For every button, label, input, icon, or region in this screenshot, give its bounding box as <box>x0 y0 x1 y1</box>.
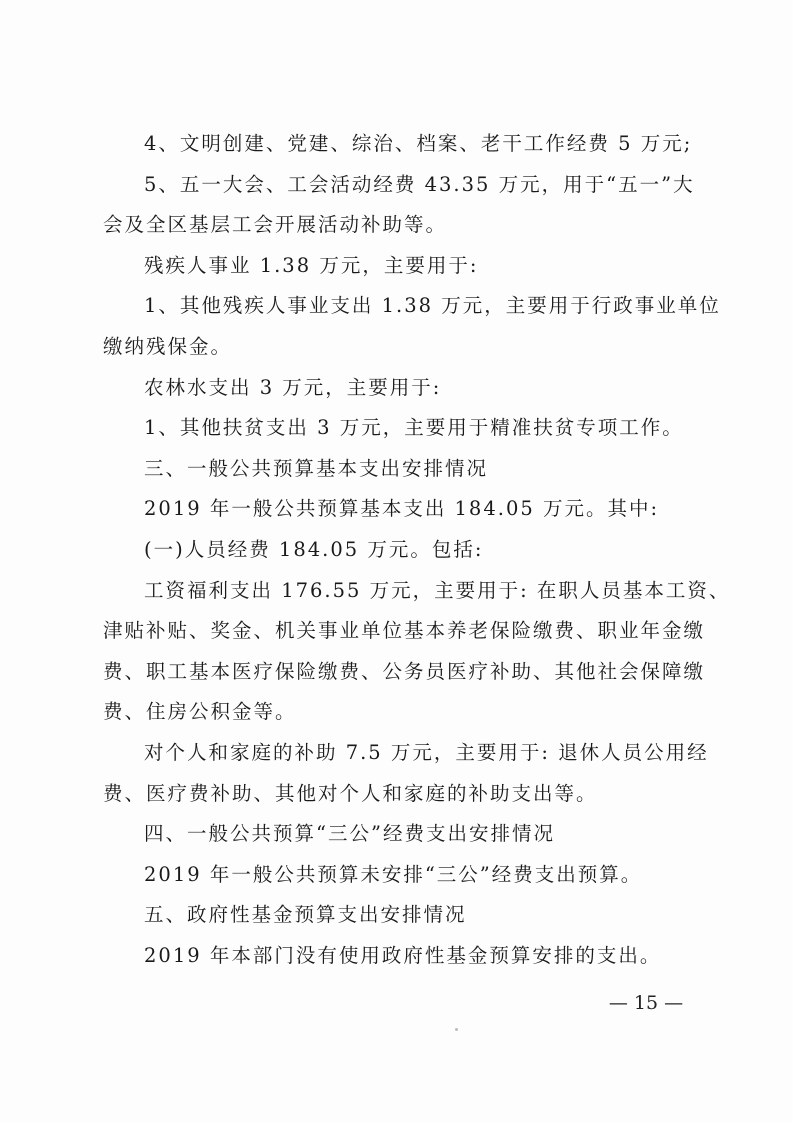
section-heading: 三、一般公共预算基本支出安排情况 <box>144 456 489 480</box>
paragraph-line: 费、医疗费补助、其他对个人和家庭的补助支出等。 <box>103 781 598 805</box>
paragraph-line: 残疾人事业 1.38 万元，主要用于: <box>144 253 479 277</box>
paragraph-line: 4、文明创建、党建、综治、档案、老干工作经费 5 万元; <box>144 132 693 155</box>
paragraph-line: (一)人员经费 184.05 万元。包括: <box>144 537 484 561</box>
paragraph-line: 5、五一大会、工会活动经费 43.35 万元，用于“五一”大 <box>144 172 695 196</box>
paragraph-line: 缴纳残保金。 <box>103 334 233 358</box>
scan-artifact <box>455 1028 458 1031</box>
paragraph-line: 2019 年一般公共预算未安排“三公”经费支出预算。 <box>144 862 643 886</box>
section-heading: 五、政府性基金预算支出安排情况 <box>144 903 467 927</box>
paragraph-line: 1、其他残疾人事业支出 1.38 万元，主要用于行政事业单位 <box>144 294 721 318</box>
section-heading: 四、一般公共预算“三公”经费支出安排情况 <box>144 822 555 846</box>
paragraph-line: 1、其他扶贫支出 3 万元，主要用于精准扶贫专项工作。 <box>144 416 684 440</box>
paragraph-line: 2019 年一般公共预算基本支出 184.05 万元。其中: <box>144 497 660 521</box>
paragraph-line: 工资福利支出 176.55 万元，主要用于: 在职人员基本工资、 <box>144 578 731 602</box>
paragraph-line: 对个人和家庭的补助 7.5 万元，主要用于: 退休人员公用经 <box>144 740 709 764</box>
paragraph-line: 会及全区基层工会开展活动补助等。 <box>103 213 448 237</box>
page-number: — 15 — <box>608 992 684 1014</box>
paragraph-line: 津贴补贴、奖金、机关事业单位基本养老保险缴费、职业年金缴 <box>103 619 706 643</box>
document-body <box>103 124 731 976</box>
paragraph-line: 费、职工基本医疗保险缴费、公务员医疗补助、其他社会保障缴 <box>103 659 706 683</box>
paragraph-line: 2019 年本部门没有使用政府性基金预算安排的支出。 <box>144 943 662 967</box>
paragraph-line: 费、住房公积金等。 <box>103 700 297 724</box>
paragraph-line: 农林水支出 3 万元，主要用于: <box>144 375 442 399</box>
